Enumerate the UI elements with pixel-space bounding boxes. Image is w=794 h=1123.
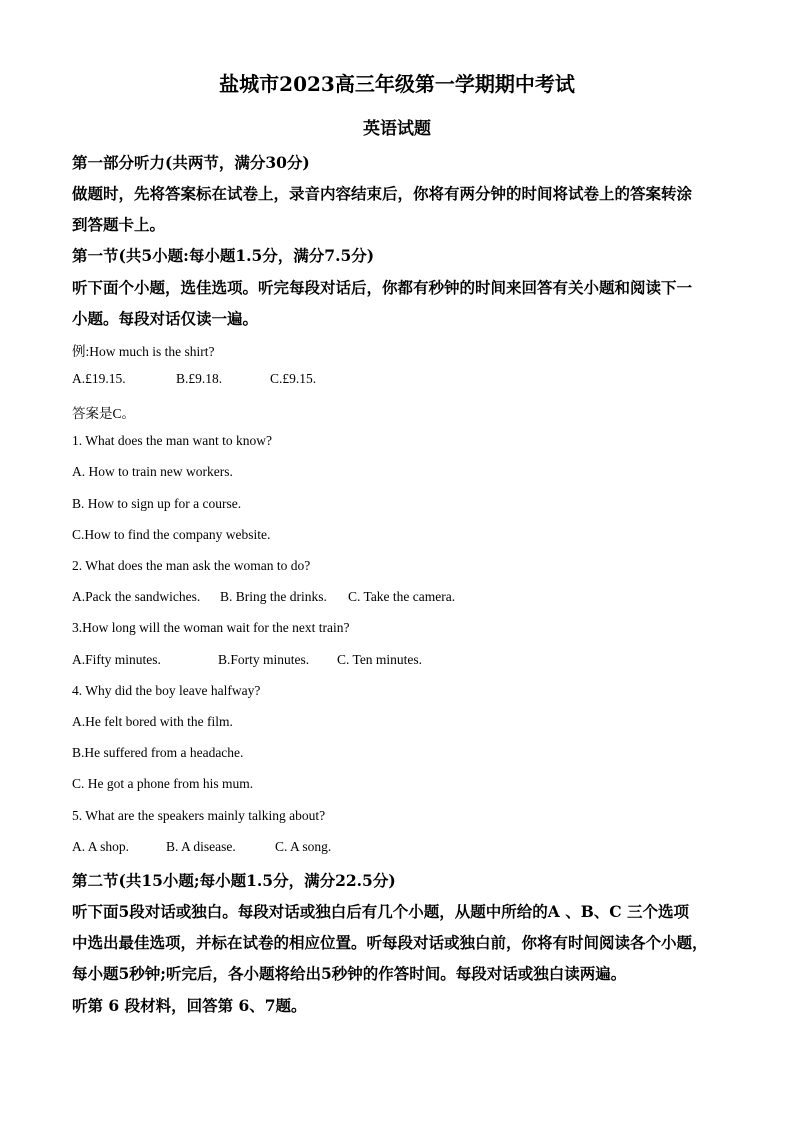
section2-heading: 第二节(共15小题;每小题1.5分，满分22.5分): [72, 871, 396, 890]
exam-subtitle: 英语试题: [363, 119, 431, 139]
question-2-options: [72, 589, 455, 605]
question-4-option-a: A.He felt bored with the film.: [72, 714, 233, 729]
question-2-option-c: C. Take the camera.: [348, 589, 456, 604]
question-5: 5. What are the speakers mainly talking about?: [72, 808, 326, 823]
question-3-option-a: A.Fifty minutes.: [72, 652, 161, 667]
section2-instruction-line-3: 每小题5秒钟;听完后，各小题将给出5秒钟的作答时间。每段对话或独白读两遍。: [72, 964, 627, 983]
example-option-b: B.£9.18.: [176, 371, 223, 386]
question-4-option-b: B.He suffered from a headache.: [72, 745, 244, 760]
part1-heading: 第一部分听力(共两节，满分30分): [72, 153, 310, 172]
question-3-option-b: B.Forty minutes.: [218, 652, 310, 667]
question-5-option-b: B. A disease.: [166, 839, 236, 854]
question-1-option-a: A. How to train new workers.: [72, 464, 233, 479]
example-option-c: C.£9.15.: [270, 371, 317, 386]
example-option-a: A.£19.15.: [72, 371, 126, 386]
section1-instruction-line-1: 听下面个小题，选佳选项。听完每段对话后，你都有秒钟的时间来回答有关小题和阅读下一: [72, 278, 693, 297]
question-1-option-b: B. How to sign up for a course.: [72, 496, 242, 511]
question-3-options: [72, 652, 422, 668]
part1-instruction-line-1: 做题时，先将答案标在试卷上，录音内容结束后，你将有两分钟的时间将试卷上的答案转涂: [72, 184, 693, 203]
example-question: 例:How much is the shirt?: [72, 344, 215, 359]
section1-instruction-line-2: 小题。每段对话仅读一遍。: [72, 309, 259, 328]
part1-instruction-line-2: 到答题卡上。: [72, 215, 166, 234]
section2-material-line: 听第 6 段材料，回答第 6、7题。: [72, 996, 307, 1015]
question-4-option-c: C. He got a phone from his mum.: [72, 776, 254, 791]
question-5-options: [72, 839, 331, 855]
question-1-option-c: C.How to find the company website.: [72, 527, 271, 542]
question-1: 1. What does the man want to know?: [72, 433, 272, 448]
example-answer: 答案是C。: [72, 406, 136, 421]
question-2: 2. What does the man ask the woman to do?: [72, 558, 311, 573]
section2-instruction-line-2: 中选出最佳选项，并标在试卷的相应位置。听每段对话或独白前，你将有时间阅读各个小题，: [72, 933, 708, 952]
question-2-option-b: B. Bring the drinks.: [220, 589, 327, 604]
question-4: 4. Why did the boy leave halfway?: [72, 683, 261, 698]
question-3-option-c: C. Ten minutes.: [337, 652, 423, 667]
example-options: [72, 371, 316, 387]
section1-heading: 第一节(共5小题:每小题1.5分，满分7.5分): [72, 246, 375, 265]
exam-title: 盐城市2023高三年级第一学期期中考试: [219, 72, 575, 96]
section2-instruction-line-1: 听下面5段对话或独白。每段对话或独白后有几个小题，从题中所给的A 、B、C 三个选项: [72, 902, 690, 921]
question-2-option-a: A.Pack the sandwiches.: [72, 589, 201, 604]
question-5-option-a: A. A shop.: [72, 839, 130, 854]
question-5-option-c: C. A song.: [275, 839, 332, 854]
question-3: 3.How long will the woman wait for the next train?: [72, 620, 350, 635]
